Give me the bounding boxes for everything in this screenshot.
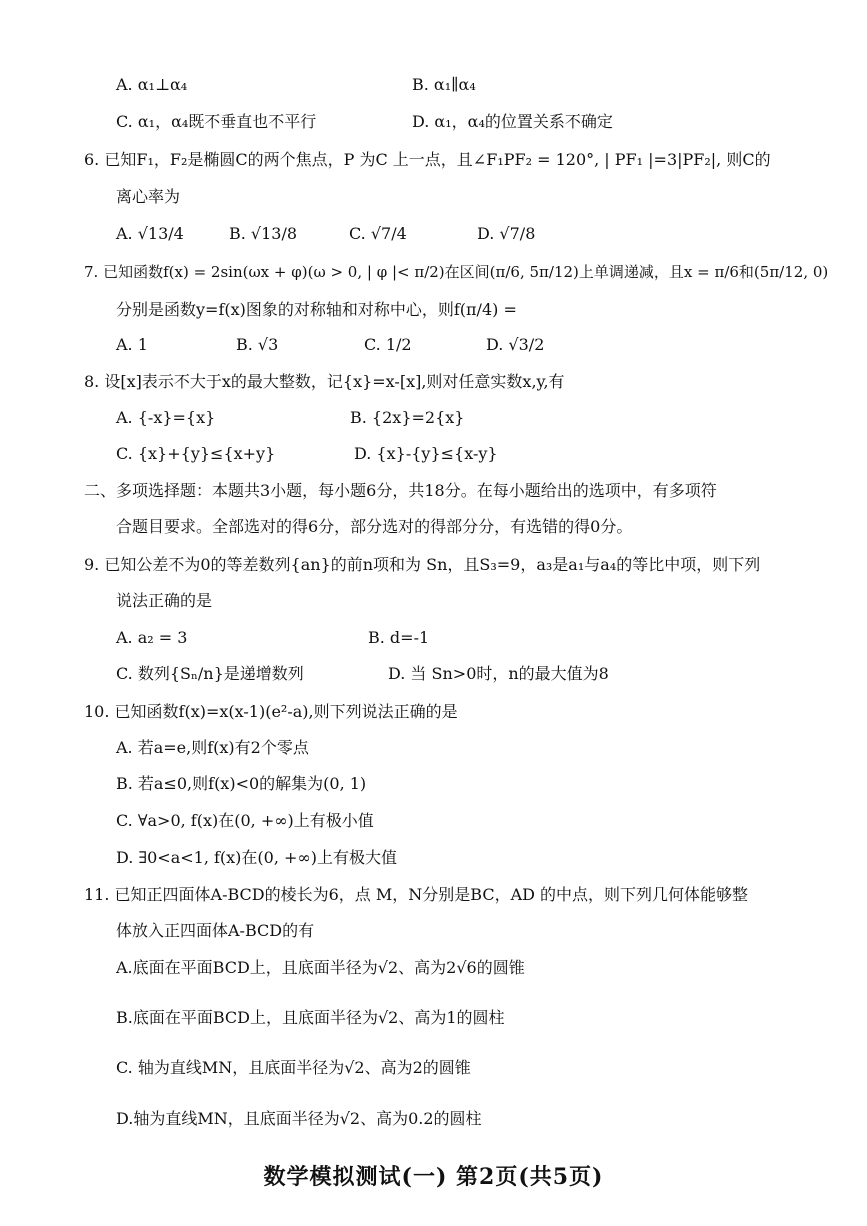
q11-option-b: B.底面在平面BCD上，且底面半径为√2、高为1的圆柱 (116, 1008, 505, 1027)
page-footer: 数学模拟测试(一) 第2页(共5页) (263, 1164, 604, 1190)
q7-stem-line1: 7. 已知函数f(x) = 2sin(ωx + φ)(ω > 0, | φ |< π/2)在区间(π/6, 5π/12)上单调递减，且x = π/6和(5π/12, 0) (84, 263, 829, 281)
q8-stem: 8. 设[x]表示不大于x的最大整数，记{x}=x-[x],则对任意实数x,y,有 (84, 372, 565, 391)
q11-option-d: D.轴为直线MN，且底面半径为√2、高为0.2的圆柱 (116, 1109, 482, 1128)
q7-stem-line2: 分别是函数y=f(x)图象的对称轴和对称中心，则f(π/4) = (116, 300, 517, 319)
q8-option-b: B. {2x}=2{x} (350, 408, 465, 427)
q5-option-c: C. α₁，α₄既不垂直也不平行 (116, 112, 317, 131)
q11-stem-line2: 体放入正四面体A-BCD的有 (116, 921, 315, 940)
q11-option-c: C. 轴为直线MN，且底面半径为√2、高为2的圆锥 (116, 1058, 471, 1077)
q6-option-d: D. √7/8 (477, 224, 536, 243)
q9-option-b: B. d=-1 (368, 628, 430, 647)
q11-stem-line1: 11. 已知正四面体A-BCD的棱长为6，点 M，N分别是BC，AD 的中点，则下列几何体能够整 (84, 885, 749, 904)
q8-option-c: C. {x}+{y}≤{x+y} (116, 444, 276, 463)
q10-stem: 10. 已知函数f(x)=x(x-1)(e²-a),则下列说法正确的是 (84, 702, 458, 721)
q7-option-d: D. √3/2 (486, 335, 545, 354)
q5-option-d: D. α₁，α₄的位置关系不确定 (412, 112, 613, 131)
section2-heading-line2: 合题目要求。全部选对的得6分，部分选对的得部分分，有选错的得0分。 (116, 517, 633, 536)
q9-stem-line2: 说法正确的是 (116, 591, 213, 610)
q9-option-c: C. 数列{Sₙ/n}是递增数列 (116, 664, 304, 683)
q10-option-b: B. 若a≤0,则f(x)<0的解集为(0, 1) (116, 774, 367, 793)
q5-option-a: A. α₁⊥α₄ (116, 75, 188, 94)
q6-option-c: C. √7/4 (349, 224, 407, 243)
q10-option-a: A. 若a=e,则f(x)有2个零点 (116, 738, 309, 757)
q7-option-c: C. 1/2 (364, 335, 412, 354)
q5-option-b: B. α₁∥α₄ (412, 75, 476, 94)
q6-option-a: A. √13/4 (116, 224, 184, 243)
q7-option-b: B. √3 (236, 335, 279, 354)
q10-option-d: D. ∃0<a<1, f(x)在(0, +∞)上有极大值 (116, 848, 397, 867)
q8-option-d: D. {x}-{y}≤{x-y} (354, 444, 498, 463)
q8-option-a: A. {-x}={x} (116, 408, 216, 427)
q6-stem-line2: 离心率为 (116, 187, 181, 206)
q7-option-a: A. 1 (116, 335, 148, 354)
q6-stem-line1: 6. 已知F₁，F₂是椭圆C的两个焦点，P 为C 上一点，且∠F₁PF₂ = 120°, | PF₁ |=3|PF₂|, 则C的 (84, 150, 771, 169)
q6-option-b: B. √13/8 (229, 224, 298, 243)
section2-heading-line1: 二、多项选择题：本题共3小题，每小题6分，共18分。在每小题给出的选项中，有多项符 (84, 481, 717, 500)
q9-option-d: D. 当 Sn>0时，n的最大值为8 (388, 664, 609, 683)
q10-option-c: C. ∀a>0, f(x)在(0, +∞)上有极小值 (116, 811, 374, 830)
q11-option-a: A.底面在平面BCD上，且底面半径为√2、高为2√6的圆锥 (116, 958, 525, 977)
q9-stem-line1: 9. 已知公差不为0的等差数列{an}的前n项和为 Sn，且S₃=9，a₃是a₁与a₄的等比中项，则下列 (84, 555, 761, 574)
q9-option-a: A. a₂ = 3 (116, 628, 188, 647)
